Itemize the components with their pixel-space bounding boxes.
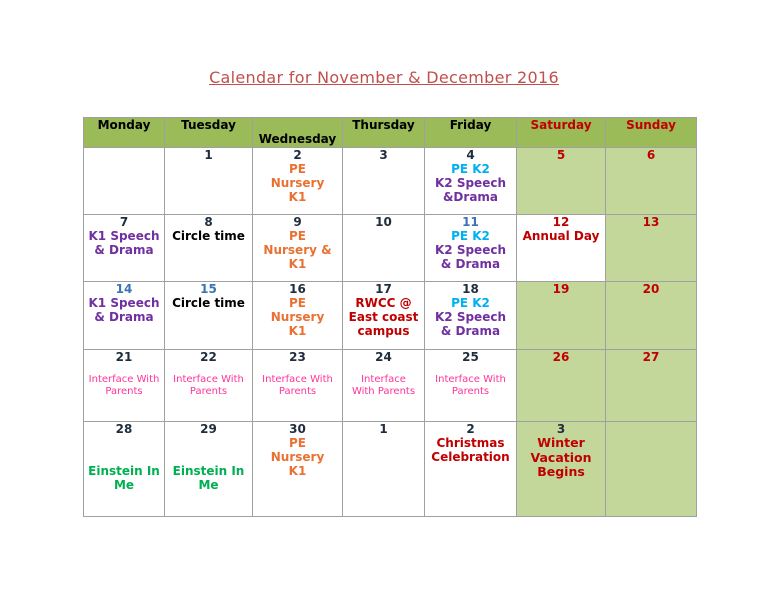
event-text: Interface With Parents xyxy=(262,374,333,397)
event-text: K2 Speech xyxy=(435,243,506,257)
day-cell xyxy=(84,148,165,215)
event-text: K1 xyxy=(288,324,307,338)
event-text: East coast xyxy=(348,310,419,324)
event-text: Interface With Parents xyxy=(173,374,244,397)
week-row xyxy=(84,282,697,350)
day-number: 7 xyxy=(119,215,129,229)
event-text: Einstein In xyxy=(88,464,160,478)
event-text: Interface With Parents xyxy=(435,374,506,397)
day-number: 18 xyxy=(462,282,479,296)
day-cell xyxy=(165,148,253,215)
day-number: 5 xyxy=(556,148,566,162)
day-cell xyxy=(165,215,253,282)
day-cell xyxy=(84,422,165,517)
event-text: PE K2 xyxy=(451,229,490,243)
day-number: 8 xyxy=(204,215,213,229)
event-text: PE K2 xyxy=(451,162,490,176)
day-number: 10 xyxy=(375,215,392,229)
day-cell xyxy=(425,148,517,215)
day-number: 27 xyxy=(642,350,660,364)
header-tuesday: Tuesday xyxy=(165,118,253,148)
day-cell xyxy=(84,282,165,350)
page-title: Calendar for November & December 2016 xyxy=(209,68,559,87)
day-cell xyxy=(425,422,517,517)
day-number: 17 xyxy=(375,282,392,296)
event-text: Begins xyxy=(537,464,585,479)
event-text: Einstein In xyxy=(172,464,245,478)
event-text: Winter xyxy=(537,435,585,450)
day-cell xyxy=(606,148,697,215)
day-number: 19 xyxy=(552,282,570,296)
day-cell xyxy=(165,282,253,350)
day-number: 3 xyxy=(556,422,566,436)
day-cell xyxy=(253,282,343,350)
day-number: 30 xyxy=(289,422,306,436)
event-text: Vacation xyxy=(530,449,592,465)
day-number: 21 xyxy=(115,350,133,364)
day-cell xyxy=(253,350,343,422)
event-text: K1 Speech xyxy=(88,229,160,243)
day-cell xyxy=(517,282,606,350)
event-text: K2 Speech xyxy=(435,176,506,190)
day-cell xyxy=(606,350,697,422)
day-cell xyxy=(606,282,697,350)
event-text: Circle time xyxy=(172,296,245,310)
header-saturday: Saturday xyxy=(517,118,606,148)
event-text: Christmas xyxy=(436,436,505,450)
event-text: K2 Speech xyxy=(435,310,506,324)
day-number: 24 xyxy=(375,350,392,364)
day-number: 11 xyxy=(462,215,479,229)
day-cell xyxy=(425,215,517,282)
day-number: 4 xyxy=(466,148,475,162)
header-friday: Friday xyxy=(425,118,517,148)
event-text: & Drama xyxy=(94,310,154,324)
event-text: Celebration xyxy=(431,450,510,464)
event-text: Interface With Parents xyxy=(351,374,416,397)
day-cell xyxy=(425,350,517,422)
event-text: campus xyxy=(357,324,410,338)
day-number: 1 xyxy=(379,422,388,436)
event-text: K1 xyxy=(288,257,307,271)
day-cell xyxy=(343,282,425,350)
day-number: 2 xyxy=(466,422,475,436)
day-number: 23 xyxy=(289,350,306,364)
event-text: & Drama xyxy=(440,324,501,338)
week-row xyxy=(84,350,697,422)
event-text: & Drama xyxy=(440,257,501,271)
day-cell xyxy=(165,422,253,517)
day-number: 3 xyxy=(379,148,388,162)
day-cell xyxy=(253,215,343,282)
week-row xyxy=(84,422,697,517)
day-number: 28 xyxy=(115,422,133,436)
event-text: Nursery xyxy=(270,310,325,324)
day-number: 14 xyxy=(115,282,133,296)
day-number: 26 xyxy=(552,350,570,364)
event-text: Me xyxy=(198,478,219,492)
event-text: PE xyxy=(289,436,306,450)
event-text: Interface With Parents xyxy=(88,374,160,397)
day-cell xyxy=(84,350,165,422)
day-number: 1 xyxy=(204,148,213,162)
day-number: 9 xyxy=(293,215,302,229)
event-text: PE xyxy=(289,296,306,310)
header-monday: Monday xyxy=(84,118,165,148)
event-text: K1 xyxy=(288,464,307,478)
day-number: 20 xyxy=(642,282,660,296)
day-number: 29 xyxy=(200,422,217,436)
day-number: 16 xyxy=(289,282,306,296)
day-number: 13 xyxy=(642,215,660,229)
day-cell xyxy=(606,422,697,517)
event-text: Annual Day xyxy=(522,229,600,243)
header-row xyxy=(84,118,697,148)
event-text: RWCC @ xyxy=(355,296,412,310)
day-cell xyxy=(606,215,697,282)
event-text: Nursery & xyxy=(263,243,332,257)
day-cell xyxy=(517,422,606,517)
event-text: PE xyxy=(289,229,306,243)
header-wednesday: Wednesday xyxy=(253,118,343,148)
day-number: 25 xyxy=(462,350,479,364)
day-cell xyxy=(425,282,517,350)
event-text: PE xyxy=(289,162,306,176)
day-number: 2 xyxy=(293,148,302,162)
event-text: &Drama xyxy=(442,190,499,204)
day-cell xyxy=(253,422,343,517)
day-number: 6 xyxy=(646,148,656,162)
event-text: Circle time xyxy=(172,229,245,243)
day-cell xyxy=(343,350,425,422)
day-cell xyxy=(343,422,425,517)
day-cell xyxy=(165,350,253,422)
week-row xyxy=(84,215,697,282)
day-cell xyxy=(517,350,606,422)
day-cell xyxy=(343,148,425,215)
event-text: Me xyxy=(113,478,135,492)
day-cell xyxy=(343,215,425,282)
header-thursday: Thursday xyxy=(343,118,425,148)
day-cell xyxy=(253,148,343,215)
event-text: Nursery xyxy=(270,450,325,464)
event-text: Nursery xyxy=(270,176,325,190)
event-text: K1 xyxy=(288,190,307,204)
day-cell xyxy=(517,148,606,215)
event-text: PE K2 xyxy=(451,296,490,310)
event-text: K1 Speech xyxy=(88,296,160,310)
day-number: 15 xyxy=(200,282,217,296)
header-sunday: Sunday xyxy=(606,118,697,148)
day-number: 22 xyxy=(200,350,217,364)
day-number: 12 xyxy=(552,215,570,229)
calendar-table xyxy=(83,117,697,517)
event-text: & Drama xyxy=(94,243,154,257)
day-cell xyxy=(517,215,606,282)
week-row xyxy=(84,148,697,215)
day-cell xyxy=(84,215,165,282)
